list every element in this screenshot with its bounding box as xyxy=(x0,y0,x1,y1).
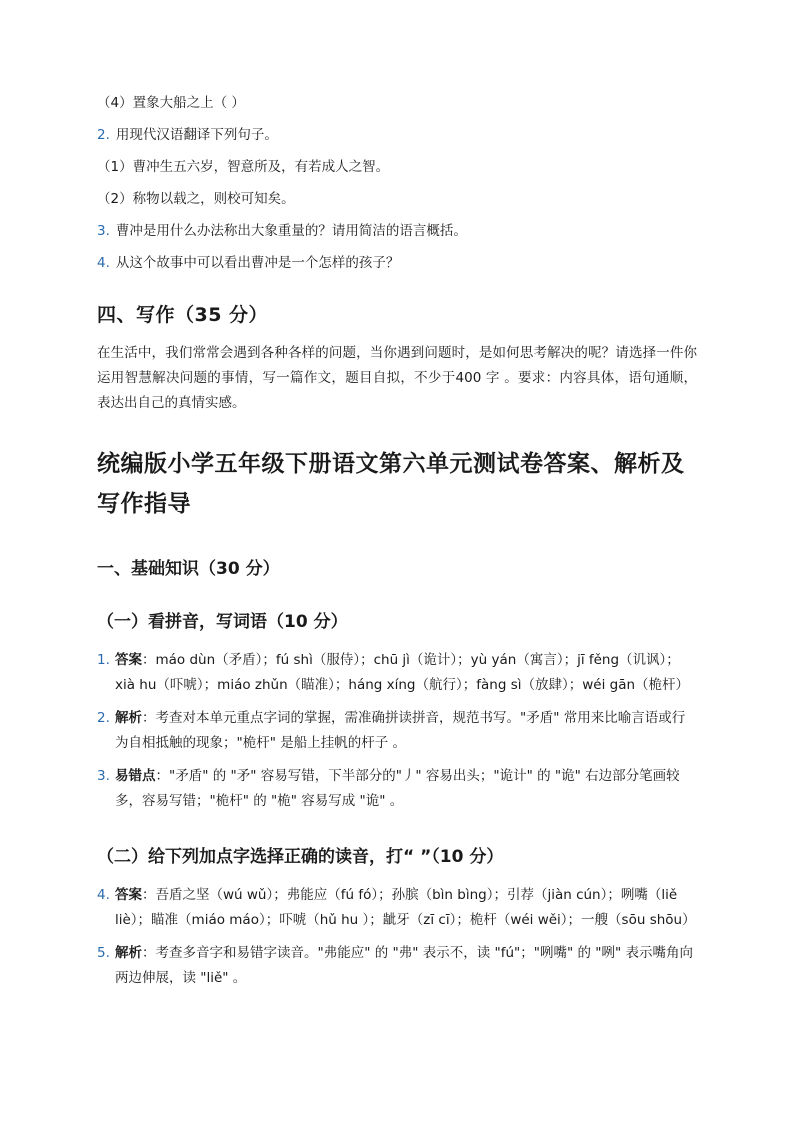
question-line: （1）曹冲生五六岁，智意所及，有若成人之智。 xyxy=(97,159,390,175)
item-label: 解析 xyxy=(115,710,142,726)
writing-prompt: 在生活中，我们常常会遇到各种各样的问题，当你遇到问题时，是如何思考解决的呢？请选择一件你运用智慧解决问题的事情，写一篇作文，题目自拟，不少于400 字 。要求：内容具体，语句通顺，表达出自己的真情实感。 xyxy=(97,345,697,411)
document-page xyxy=(97,92,697,999)
item-number: 3. xyxy=(97,223,110,239)
item-label: 答案 xyxy=(115,887,142,903)
question-line: （4）置象大船之上（ ） xyxy=(97,95,245,111)
section-heading-basics: 一、基础知识（30 分） xyxy=(97,559,280,579)
item-number: 3. xyxy=(97,768,110,784)
item-text: ：考查对本单元重点字词的掌握，需准确拼读拼音，规范书写。"矛盾" 常用来比喻言语或行为自相抵触的现象；"桅杆" 是船上挂帆的杆子 。 xyxy=(115,710,686,751)
item-text: ：máo dùn（矛盾）；fú shì（服侍）；chū jì（诡计）；yù yán（寓言）；jī fěng（讥讽）；xià hu（吓唬）；miáo zhǔn（瞄准）；háng xíng（航行）；fàng sì（放肆）；wéi gān（桅杆） xyxy=(115,652,690,693)
subsection-heading-pronunciation: （二）给下列加点字选择正确的读音，打“ ”（10 分） xyxy=(97,847,504,867)
question-item: 2. 用现代汉语翻译下列句子。 xyxy=(97,127,278,143)
answer-list xyxy=(97,883,697,991)
item-number: 2. xyxy=(97,710,110,726)
list-item xyxy=(97,941,697,991)
item-label: 易错点 xyxy=(115,768,156,784)
question-item: 4. 从这个故事中可以看出曹冲是一个怎样的孩子？ xyxy=(97,255,400,271)
item-number: 2. xyxy=(97,127,110,143)
item-number: 4. xyxy=(97,255,110,271)
subsection-heading-pinyin: （一）看拼音，写词语（10 分） xyxy=(97,612,348,632)
answer-list xyxy=(97,648,697,814)
item-number: 5. xyxy=(97,945,110,961)
list-item xyxy=(97,764,697,814)
section-heading-writing: 四、写作（35 分） xyxy=(97,304,269,326)
question-item: 3. 曹冲是用什么办法称出大象重量的？请用简洁的语言概括。 xyxy=(97,223,467,239)
item-text: ：考查多音字和易错字读音。"弗能应" 的 "弗" 表示不，读 "fú"；"咧嘴" 的 "咧" 表示嘴角向两边伸展，读 "liě" 。 xyxy=(115,945,693,986)
list-item xyxy=(97,706,697,756)
item-text: ：吾盾之坚（wú wǔ）；弗能应（fú fó）；孙膑（bìn bìng）；引荐（jiàn cún）；咧嘴（liě liè）；瞄准（miáo máo）；吓唬（hǔ hu ）；龇牙（zī cī）；桅杆（wéi wěi）；一艘（sōu shōu） xyxy=(115,887,696,928)
item-label: 答案 xyxy=(115,652,142,668)
question-line: （2）称物以载之，则校可知矣。 xyxy=(97,191,295,207)
item-label: 解析 xyxy=(115,945,142,961)
item-text: ："矛盾" 的 "矛" 容易写错，下半部分的"丿" 容易出头；"诡计" 的 "诡" 右边部分笔画较多，容易写错；"桅杆" 的 "桅" 容易写成 "诡" 。 xyxy=(115,768,680,809)
list-item xyxy=(97,648,697,698)
answers-title: 统编版小学五年级下册语文第六单元测试卷答案、解析及写作指导 xyxy=(97,451,685,517)
item-number: 1. xyxy=(97,652,110,668)
item-number: 4. xyxy=(97,887,110,903)
list-item xyxy=(97,883,697,933)
